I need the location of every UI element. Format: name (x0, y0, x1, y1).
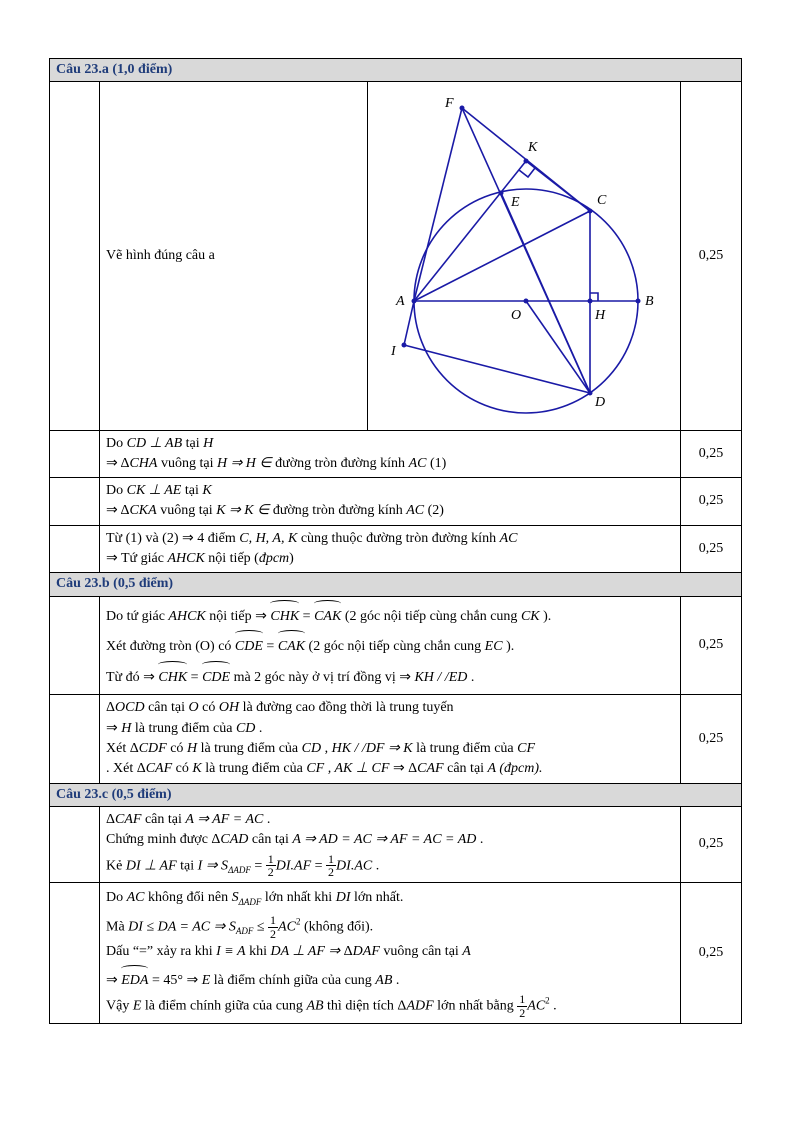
label-i: I (391, 344, 396, 360)
point-k (524, 159, 529, 164)
table-row (50, 882, 742, 1023)
label-h: H (595, 308, 606, 324)
label-b: B (645, 294, 654, 310)
label-f: F (445, 96, 454, 112)
row-text: Do CK ⊥ AE tại K ⇒ ΔCKA vuông tại K ⇒ K ∈ đường tròn đường kính AC (2) (100, 478, 681, 526)
solution-table (49, 58, 742, 1024)
label-e: E (511, 195, 520, 211)
row-text: Do CD ⊥ AB tại H ⇒ ΔCHA vuông tại H ⇒ H ∈ đường tròn đường kính AC (1) (100, 430, 681, 478)
score-cell: 0,25 (681, 596, 742, 695)
label-o: O (511, 308, 522, 324)
label-k: K (528, 140, 538, 156)
table-row (50, 525, 742, 573)
point-f (460, 106, 465, 111)
geometry-figure (368, 82, 680, 422)
section-header-b (50, 573, 742, 596)
section-header-a (50, 59, 742, 82)
right-angle-k (519, 168, 535, 177)
blank-cell (50, 695, 100, 783)
point-o (524, 299, 529, 304)
row-text: ΔCAF cân tại A ⇒ AF = AC . Chứng minh được ΔCAD cân tại A ⇒ AD = AC ⇒ AF = AC = AD . Kẻ DI ⊥ AF tại I ⇒ $S_{\Delta ADF}$ = $\frac{1}{2}$ DI.AF = $\frac{1}{2}$ DI.AC . (100, 806, 681, 882)
table-row (50, 695, 742, 783)
score-cell: 0,25 (681, 82, 742, 430)
row-text: Do AC không đổi nên $S_{\Delta ADF}$ lớn nhất khi DI lớn nhất. Mà DI ≤ DA = AC ⇒ $S_{ADF}$ ≤ $\frac{1}{2}$ $AC^2$ (không đổi). Dấu “=” xảy ra khi I ≡ A khi DA ⊥ AF ⇒ ΔDAF vuông cân tại A ⇒ EDA = 45° ⇒ E là điểm chính giữa của cung AB . Vậy E là điểm chính giữa của cung AB thì diện tích ΔADF lớn nhất bằng $\frac{1}{2}$ $AC^2$ . (100, 882, 681, 1023)
section-header-c (50, 783, 742, 806)
table-row (50, 82, 742, 430)
table-row (50, 806, 742, 882)
geometry-figure-cell (368, 82, 681, 430)
fraction: $\frac{1}{2}$ (267, 851, 274, 880)
blank-cell (50, 82, 100, 430)
segment-ed (501, 193, 590, 393)
point-b (636, 299, 641, 304)
point-d (588, 391, 593, 396)
score-cell: 0,25 (681, 478, 742, 526)
fraction: $\frac{1}{2}$ (328, 851, 335, 880)
blank-cell (50, 882, 100, 1023)
fraction: $\frac{1}{2}$ (270, 913, 277, 941)
score-cell: 0,25 (681, 806, 742, 882)
point-e (499, 191, 504, 196)
blank-cell (50, 525, 100, 573)
point-c (588, 209, 593, 214)
label-a: A (396, 294, 405, 310)
point-i (402, 343, 407, 348)
score-cell: 0,25 (681, 525, 742, 573)
row-text: Do tứ giác AHCK nội tiếp ⇒ CHK = CAK (2 góc nội tiếp cùng chắn cung CK ). Xét đường tròn (O) có CDE = CAK (2 góc nội tiếp cùng chắn cung EC ). Từ đó ⇒ CHK = CDE mà 2 góc này ở vị trí đồng vị ⇒ KH / /ED . (100, 596, 681, 695)
blank-cell (50, 430, 100, 478)
section-title: Câu 23.c (0,5 điểm) (50, 783, 742, 806)
table-row (50, 430, 742, 478)
row-text: Vẽ hình đúng câu a (100, 82, 368, 430)
table-row (50, 478, 742, 526)
label-d: D (595, 395, 606, 411)
segment-ac (414, 211, 590, 301)
score-cell: 0,25 (681, 430, 742, 478)
point-a (412, 299, 417, 304)
label-c: C (597, 193, 607, 209)
row-text: Từ (1) và (2) ⇒ 4 điểm C, H, A, K cùng thuộc đường tròn đường kính AC ⇒ Tứ giác AHCK nội tiếp (đpcm) (100, 525, 681, 573)
point-h (588, 299, 593, 304)
row-text: ΔOCD cân tại O có OH là đường cao đồng thời là trung tuyến ⇒ H là trung điểm của CD . Xét ΔCDF có H là trung điểm của CD , HK / /DF ⇒ K là trung điểm của CF . Xét ΔCAF có K là trung điểm của CF , AK ⊥ CF ⇒ ΔCAF cân tại A (đpcm). (100, 695, 681, 783)
section-title: Câu 23.a (1,0 điểm) (50, 59, 742, 82)
table-row (50, 596, 742, 695)
fraction: $\frac{1}{2}$ (519, 992, 526, 1021)
segment-ai (404, 301, 414, 345)
blank-cell (50, 806, 100, 882)
blank-cell (50, 478, 100, 526)
section-title: Câu 23.b (0,5 điểm) (50, 573, 742, 596)
score-cell: 0,25 (681, 695, 742, 783)
blank-cell (50, 596, 100, 695)
score-cell: 0,25 (681, 882, 742, 1023)
